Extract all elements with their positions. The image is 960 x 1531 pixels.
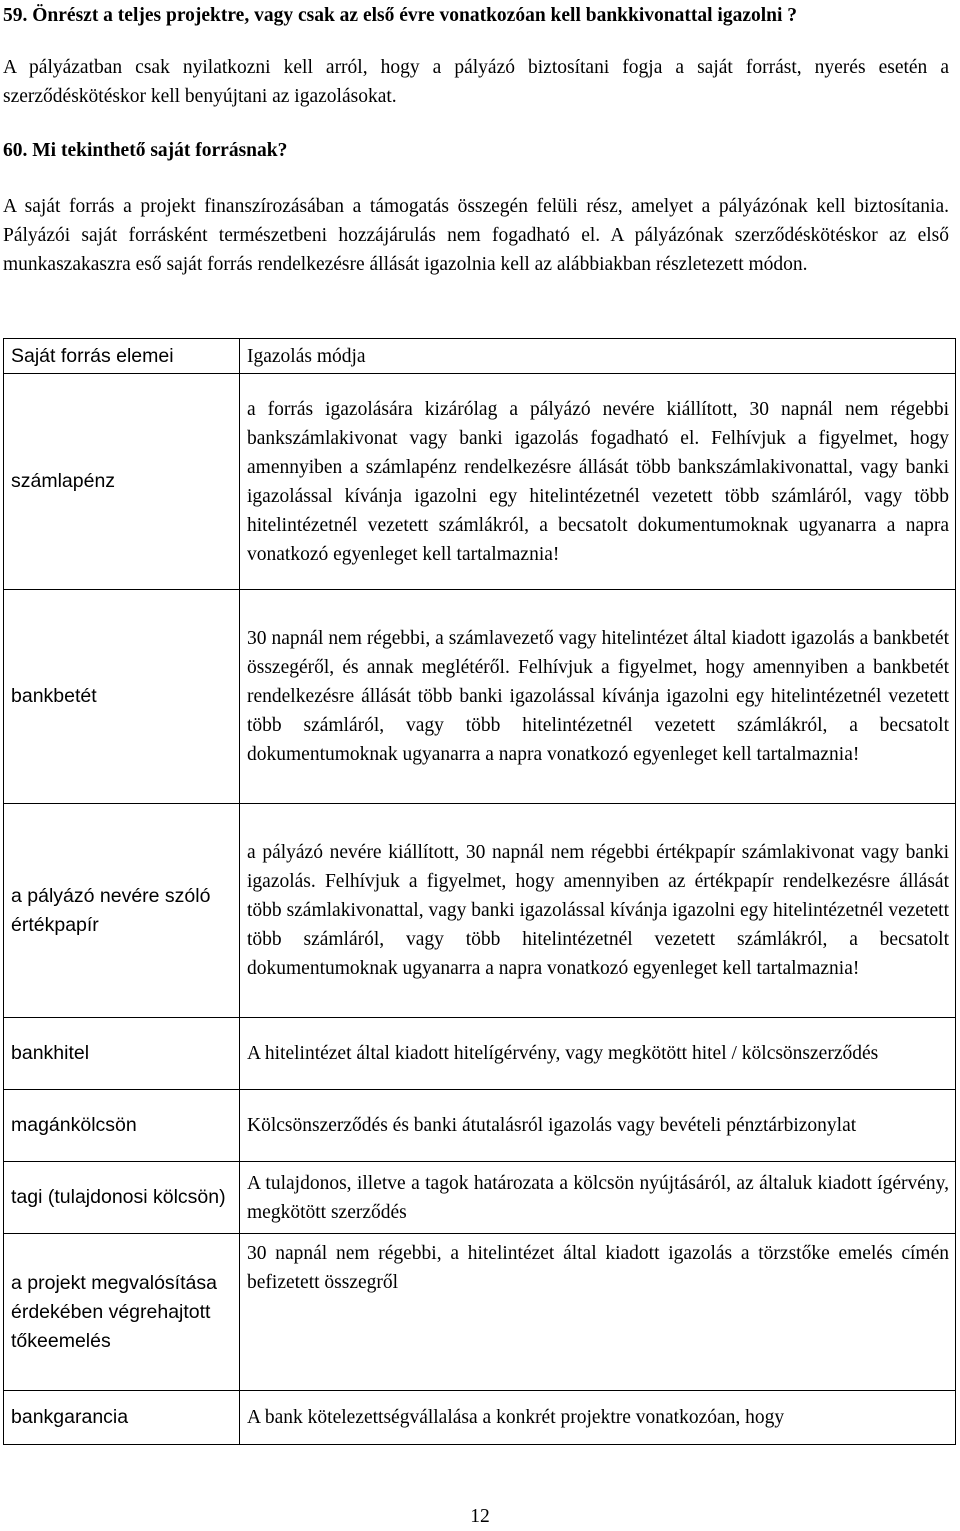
- row-element-cell: bankgarancia: [4, 1391, 240, 1445]
- question-59-answer: A pályázatban csak nyilatkozni kell arról, hogy a pályázó biztosítani fogja a saját forrást, nyerés esetén a szerződéskötéskor kell benyújtani az igazolásokat.: [3, 57, 949, 107]
- question-59-heading: 59. Önrészt a teljes projektre, vagy csak az első évre vonatkozóan kell bankkivonattal igazolni ?: [3, 5, 798, 26]
- question-60-heading: 60. Mi tekinthető saját forrásnak?: [3, 140, 288, 161]
- header-proof-cell: Igazolás módja: [240, 339, 956, 374]
- table-row: [4, 374, 956, 590]
- row-element-cell: bankhitel: [4, 1018, 240, 1090]
- question-60-answer: A saját forrás a projekt finanszírozásában a támogatás összegén felüli rész, amelyet a pályázónak kell biztosítania. Pályázói saját forrásként természetbeni hozzájárulás nem fogadható el. A pályázónak szerződéskötéskor az első munkaszakaszra eső saját forrás rendelkezésre állását igazolnia kell az alábbiakban részletezett módon.: [3, 196, 949, 275]
- table-header-row: [4, 339, 956, 374]
- row-proof-cell: a forrás igazolására kizárólag a pályázó nevére kiállított, 30 napnál nem régebbi bankszámlakivonat vagy banki igazolás fogadható el. Felhívjuk a figyelmet, hogy amennyiben a számlapénz rendelkezésre állását több bankszámlakivonattal, vagy banki igazolással kívánja igazolni egy hitelintézetnél vezetett több számláról, vagy több hitelintézetnél vezetett számlákról, a becsatolt dokumentumoknak ugyanarra a napra vonatkozó egyenleget kell tartalmaznia!: [240, 374, 956, 590]
- row-proof-cell: Kölcsönszerződés és banki átutalásról igazolás vagy bevételi pénztárbizonylat: [240, 1090, 956, 1162]
- row-proof-cell: 30 napnál nem régebbi, a hitelintézet által kiadott igazolás a törzstőke emelés címén befizetett összegről: [240, 1234, 956, 1391]
- row-element-cell: a pályázó nevére szóló értékpapír: [4, 804, 240, 1018]
- row-element-cell: számlapénz: [4, 374, 240, 590]
- row-proof-cell: A tulajdonos, illetve a tagok határozata a kölcsön nyújtásáról, az általuk kiadott ígérvény, megkötött szerződés: [240, 1162, 956, 1234]
- row-element-cell: magánkölcsön: [4, 1090, 240, 1162]
- page-number: 12: [470, 1506, 490, 1527]
- row-proof-cell: a pályázó nevére kiállított, 30 napnál nem régebbi értékpapír számlakivonat vagy banki igazolás. Felhívjuk a figyelmet, hogy amennyiben az értékpapír rendelkezésre állását több számlakivonattal, vagy banki igazolással kívánja igazolni egy hitelintézetnél vezetett több számláról, vagy több hitelintézetnél vezetett számlákról, a becsatolt dokumentumoknak ugyanarra a napra vonatkozó egyenleget kell tartalmaznia!: [240, 804, 956, 1018]
- table-row: [4, 1234, 956, 1391]
- own-source-table: [3, 338, 956, 1445]
- table-row: [4, 1391, 956, 1445]
- row-proof-cell: 30 napnál nem régebbi, a számlavezető vagy hitelintézet által kiadott igazolás a bankbetét összegéről, és annak meglétéről. Felhívjuk a figyelmet, hogy amennyiben a bankbetét rendelkezésre állását több banki igazolással kívánja igazolni egy hitelintézetnél vezetett több számláról, vagy több hitelintézetnél vezetett számlákról, a becsatolt dokumentumoknak ugyanarra a napra vonatkozó egyenleget kell tartalmaznia!: [240, 590, 956, 804]
- row-element-cell: bankbetét: [4, 590, 240, 804]
- row-proof-cell: A bank kötelezettségvállalása a konkrét projektre vonatkozóan, hogy: [240, 1391, 956, 1445]
- table-row: [4, 1090, 956, 1162]
- table-row: [4, 1162, 956, 1234]
- table-row: [4, 804, 956, 1018]
- table-row: [4, 1018, 956, 1090]
- table-row: [4, 590, 956, 804]
- header-elements-cell: Saját forrás elemei: [4, 339, 240, 374]
- row-proof-cell: A hitelintézet által kiadott hitelígérvény, vagy megkötött hitel / kölcsönszerződés: [240, 1018, 956, 1090]
- row-element-cell: a projekt megvalósítása érdekében végrehajtott tőkeemelés: [4, 1234, 240, 1391]
- row-element-cell: tagi (tulajdonosi kölcsön): [4, 1162, 240, 1234]
